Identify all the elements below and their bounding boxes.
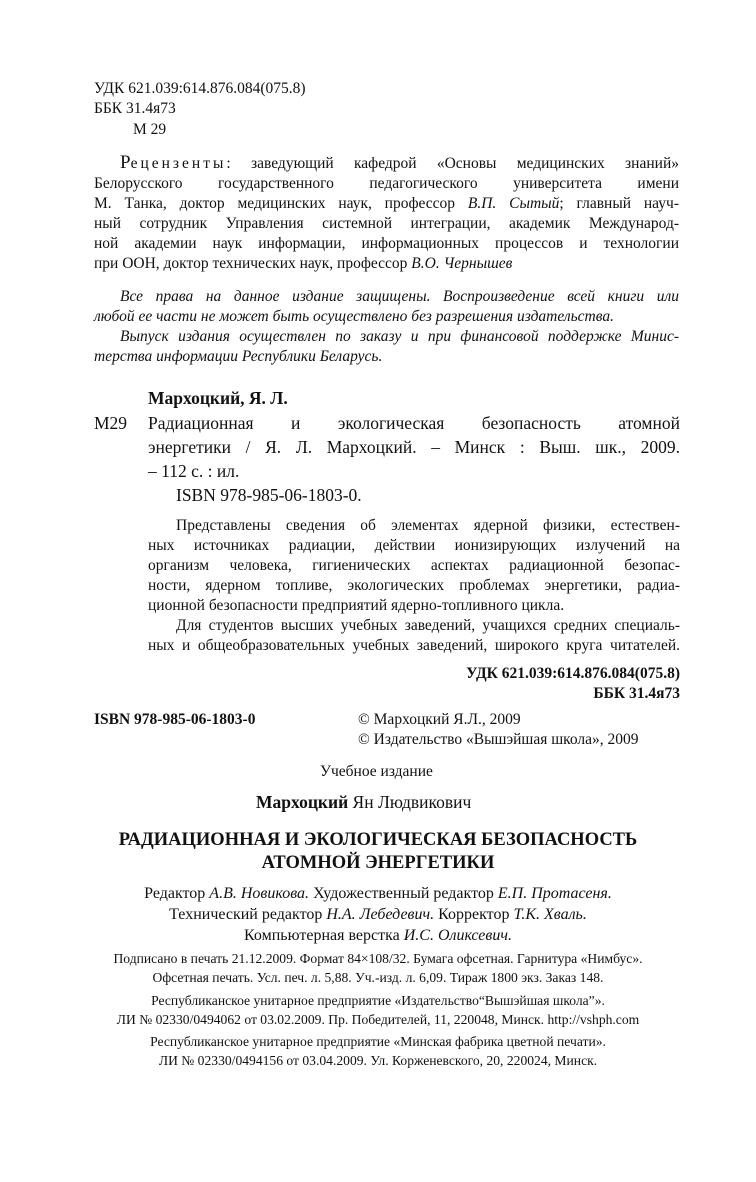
annotation-line-1: Представлены сведения об элементах ядерной физики, естествен- [176,517,680,534]
reviewers-block [94,153,679,274]
catalog-isbn: ISBN 978-985-06-1803-0. [176,485,362,505]
reviewers-line-3b: ; главный науч- [559,195,679,212]
print-line-1: Подписано в печать 21.12.2009. Формат 84×108/32. Бумага офсетная. Гарнитура «Нимбус». [113,951,643,966]
reviewers-line-1-rest: : заведующий кафедрой «Основы медицинских знаний» [226,155,679,172]
print-line-2: Офсетная печать. Усл. печ. л. 5,88. Уч.-изд. л. 6,09. Тираж 1800 экз. Заказ 148. [152,969,604,985]
layout-name: И.С. Оликсевич. [403,927,512,944]
staff-1a: Редактор [144,885,210,902]
catalog-title-line-1: Радиационная и экологическая безопасность атомной [148,413,680,433]
staff-2a: Технический редактор [169,906,327,923]
isbn-bottom: ISBN 978-985-06-1803-0 [94,711,256,728]
proofreader-name: Т.К. Хваль. [513,906,587,923]
reviewers-line-2: Белорусского государственного педагогического университета имени [94,175,679,192]
catalog-author: Мархоцкий, Я. Л. [148,388,288,408]
staff-3a: Компьютерная верстка [244,927,404,944]
imprint-title-line-1: РАДИАЦИОННАЯ И ЭКОЛОГИЧЕСКАЯ БЕЗОПАСНОСТЬ [118,830,638,850]
rights-line-1: Все права на данное издание защищены. Воспроизведение всей книги или [120,288,679,305]
reviewers-lead-spaced: ецензенты [130,155,227,172]
reviewer-name-1: В.П. Сытый [467,195,560,212]
printer-line-2: ЛИ № 02330/0494156 от 03.04.2009. Ул. Корженевского, 20, 220024, Минск. [158,1052,598,1068]
annotation-line-4: ности, ядерном топливе, экологических проблемах энергетики, радиа- [148,577,680,594]
annotation-line-3: организм человека, гигиенических аспектах радиационной безопас- [148,557,680,574]
reviewers-lead-letter: Р [120,152,131,173]
staff-line-2 [0,904,756,925]
rights-line-2: любой ее части не может быть осуществлено без разрешения издательства. [94,308,614,325]
printer-line-1: Республиканское унитарное предприятие «Минская фабрика цветной печати». [150,1034,606,1049]
reviewers-line-6 [94,254,679,274]
bbk-top: ББК 31.4я73 [94,100,176,117]
rights-block [94,287,679,367]
rights-line-4: терства информации Республики Беларусь. [94,348,383,365]
catalog-code: М29 [94,413,128,433]
reviewers-line-6a: при ООН, доктор технических наук, профессор [94,255,412,272]
catalog-title-block [148,411,680,459]
publisher-line-2: ЛИ № 02330/0494062 от 03.02.2009. Пр. Победителей, 11, 220048, Минск. http://vshph.com [116,1011,640,1027]
reviewer-name-2: В.О. Чернышев [411,255,513,272]
imprint-author [256,790,471,814]
annotation-line-2: ных источниках радиации, действии ионизирующих излучений на [148,537,680,554]
imprint-title [0,829,756,875]
rights-line-3: Выпуск издания осуществлен по заказу и при финансовой поддержке Минис- [120,328,679,345]
annotation-block [148,516,680,656]
staff-line-3 [0,925,756,946]
imprint-author-name: Ян Людвикович [348,792,472,812]
annotation-line-7: ных и общеобразовательных учебных заведений, широкого круга читателей. [148,637,680,654]
editor-name: А.В. Новикова. [209,885,310,902]
annotation-line-6: Для студентов высших учебных заведений, учащихся средних специаль- [176,617,680,634]
bbk-bottom: ББК 31.4я73 [593,685,680,702]
udk-top: УДК 621.039:614.876.084(075.8) [94,80,306,97]
catalog-title-line-3: – 112 с. : ил. [148,461,240,481]
print-info [0,950,756,987]
imprint-author-surname: Мархоцкий [256,792,349,812]
reviewers-line-3 [94,194,679,214]
reviewers-line-5: ной академии наук информации, информационных процессов и технологии [94,235,679,252]
reviewers-line-1 [94,153,679,174]
edition-type: Учебное издание [320,763,433,780]
art-editor-name: Е.П. Протасеня. [497,885,612,902]
publisher-info [0,992,756,1029]
staff-2b: Корректор [434,906,514,923]
staff-1b: Художественный редактор [309,885,498,902]
publisher-line-1: Республиканское унитарное предприятие «Издательство“Вышэйшая школа”». [151,993,605,1008]
tech-editor-name: Н.А. Лебедевич. [326,906,435,923]
staff-block [0,883,756,946]
imprint-title-line-2: АТОМНОЙ ЭНЕРГЕТИКИ [261,853,495,873]
copyright-publisher: © Издательство «Вышэйшая школа», 2009 [358,731,639,748]
annotation-line-5: ционной безопасности предприятий ядерно-топливного цикла. [148,597,565,614]
catalog-title-line-2: энергетики / Я. Л. Мархоцкий. – Минск : Выш. шк., 2009. [148,437,680,457]
author-code-top: М 29 [133,121,167,138]
printer-info [0,1033,756,1070]
reviewers-line-4: ный сотрудник Управления системной интеграции, академик Международ- [94,215,679,232]
udk-bottom: УДК 621.039:614.876.084(075.8) [466,665,680,682]
copyright-author: © Мархоцкий Я.Л., 2009 [358,711,521,728]
reviewers-line-3a: М. Танка, доктор медицинских наук, профессор [94,195,468,212]
staff-line-1 [0,883,756,904]
